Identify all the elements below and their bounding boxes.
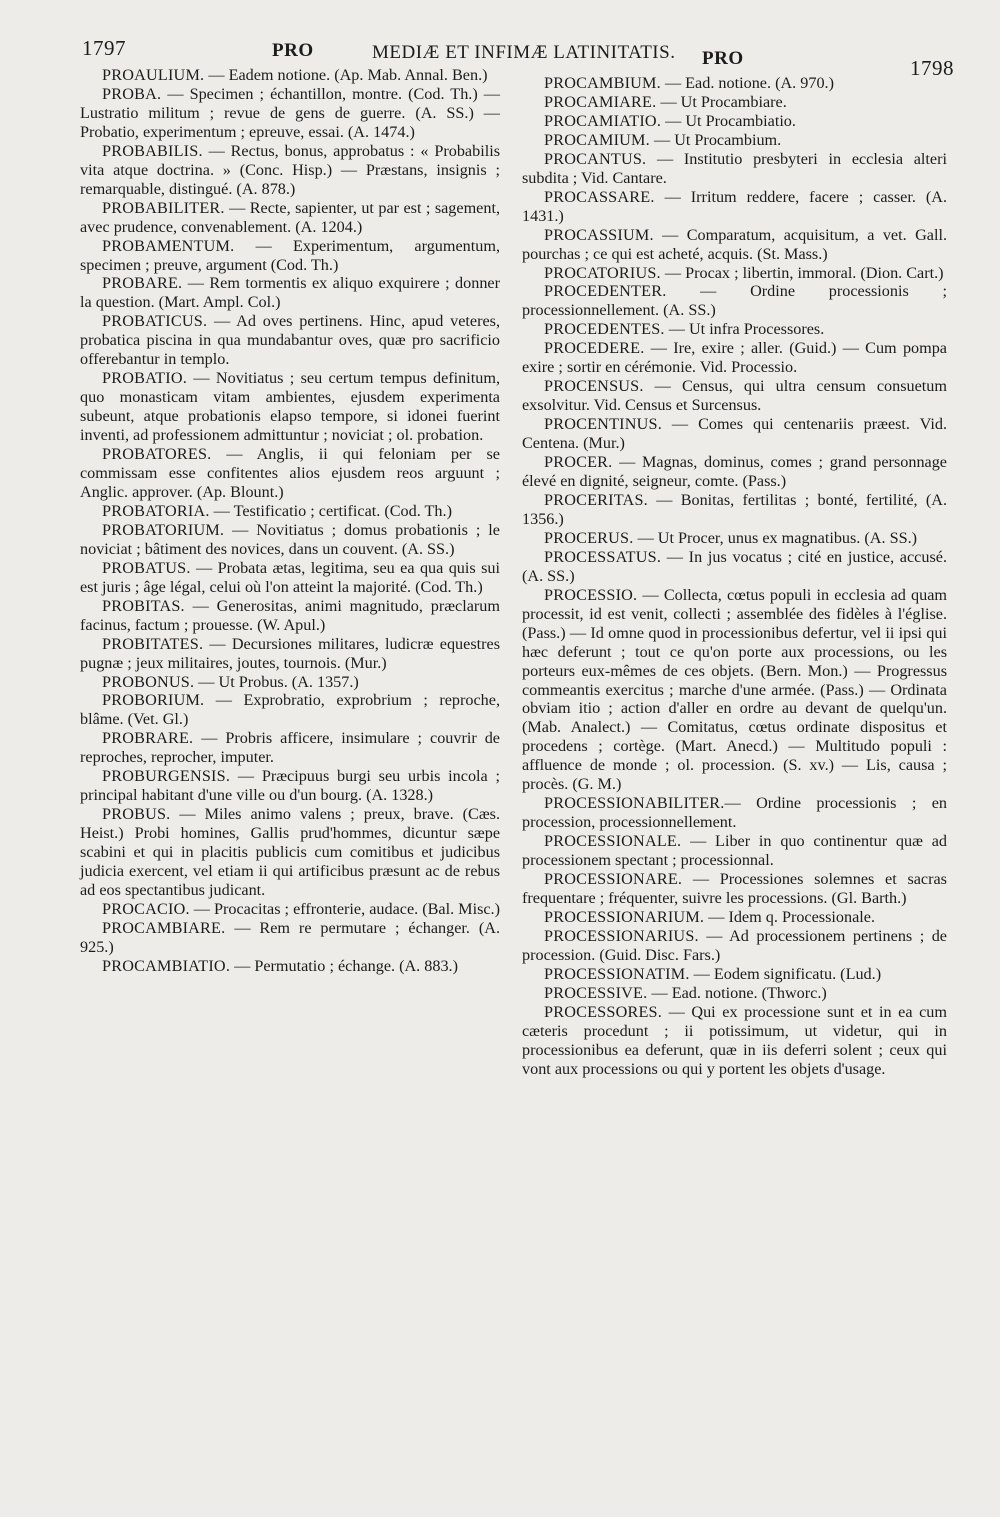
entry-definition: — Ead. notione. (Thworc.) — [647, 983, 827, 1002]
entry-headword: PROCACIO. — [102, 899, 190, 918]
entry-definition: — Ead. notione. (A. 970.) — [660, 74, 834, 92]
entry-definition: — In jus vocatus ; cité en justice, accusé. (A. SS.) — [522, 547, 947, 585]
entry-definition: — Eadem notione. (Ap. Mab. Annal. Ben.) — [204, 66, 488, 84]
dictionary-entry — [522, 226, 947, 264]
dictionary-entry — [80, 559, 500, 597]
dictionary-entry — [522, 377, 947, 415]
dictionary-entry — [522, 188, 947, 226]
entry-headword: PROBATORIUM. — [102, 520, 225, 539]
dictionary-entry — [80, 521, 500, 559]
entry-definition: — Liber in quo continentur quæ ad processionem spectant ; processionnal. — [522, 832, 947, 870]
page-number-left: 1797 — [82, 36, 126, 60]
dictionary-entry — [522, 112, 947, 131]
entry-headword: PROBUS. — [102, 805, 171, 824]
entry-headword: PROCESSIONATIM. — [544, 964, 690, 983]
entry-headword: PROCESSIO. — [544, 585, 638, 604]
entry-definition: — Recte, sapienter, ut par est ; sagement, avec prudence, convenablement. (A. 1204.) — [80, 198, 500, 236]
entry-headword: PROCENTINUS. — [544, 415, 662, 434]
dictionary-entry — [522, 927, 947, 965]
entry-definition: — Ordine processionis ; processionnellement. (A. SS.) — [522, 282, 947, 320]
dictionary-entry — [80, 729, 500, 767]
entry-headword: PROCESSIONALE. — [544, 832, 682, 851]
dictionary-entry — [522, 264, 947, 283]
dictionary-entry — [80, 767, 500, 805]
entry-definition: — Eodem significatu. (Lud.) — [689, 964, 882, 983]
entry-definition: — Experimentum, argumentum, specimen ; preuve, argument (Cod. Th.) — [80, 236, 500, 274]
dictionary-entry — [522, 870, 947, 908]
entry-definition: — Procax ; libertin, immoral. (Dion. Cart.) — [660, 263, 944, 282]
entry-headword: PROCAMBIARE. — [102, 918, 226, 937]
entry-definition: — Exprobratio, exprobrium ; reproche, blâme. (Vet. Gl.) — [80, 691, 500, 729]
entry-definition: — Rectus, bonus, approbatus : « Probabilis vita atque doctrina. » (Conc. Hisp.) — Præstans, insignis ; remarquable, distingué. (A. 878.) — [80, 141, 500, 198]
dictionary-entry — [522, 415, 947, 453]
dictionary-entry — [522, 1003, 947, 1079]
dictionary-entry — [522, 150, 947, 188]
dictionary-entry — [522, 548, 947, 586]
entry-headword: PROBITATES. — [102, 634, 204, 653]
entry-definition: — Anglis, ii qui feloniam per se commissam esse confitentes alios ejusdem reos arguunt ; Anglic. approver. (Ap. Blount.) — [80, 445, 500, 501]
entry-headword: PROBITAS. — [102, 596, 185, 615]
dictionary-entry — [522, 453, 947, 491]
dictionary-entry — [522, 74, 947, 93]
dictionary-entry — [522, 491, 947, 529]
entry-definition: — Bonitas, fertilitas ; bonté, fertilité, (A. 1356.) — [522, 490, 947, 528]
entry-headword: PROCAMBIUM. — [544, 74, 661, 92]
entry-headword: PROCAMIUM. — [544, 130, 650, 149]
page-number-right: 1798 — [910, 56, 954, 80]
entry-definition: — Institutio presbyteri in ecclesia alteri subdita ; Vid. Cantare. — [522, 149, 947, 187]
running-title: MEDIÆ ET INFIMÆ LATINITATIS. — [372, 42, 676, 63]
entry-headword: PROCASSIUM. — [544, 225, 654, 244]
dictionary-entry — [522, 282, 947, 320]
entry-headword: PROCAMIARE. — [544, 92, 657, 111]
entry-definition: — Specimen ; échantillon, montre. (Cod. Th.) — Lustratio militum ; revue de gens de guerre. (A. SS.) — Probatio, experimentum ; epreuve, essai. (A. 1474.) — [80, 84, 500, 141]
entry-headword: PROBATUS. — [102, 558, 191, 577]
entry-definition: — Ordine processionis ; en procession, processionnellement. — [522, 794, 947, 832]
entry-definition: — Miles animo valens ; preux, brave. (Cæs. Heist.) Probi homines, Gallis prud'hommes, dicuntur sæpe scabini et qui in placitis publicis cum comitibus et judicibus judicia exercent, vel etiam ii qui artificibus præsunt ac de rebus ad eos spectantibus judicant. — [80, 805, 500, 899]
dictionary-entry — [80, 445, 500, 502]
dictionary-entry — [80, 502, 500, 521]
entry-definition: — Census, qui ultra censum consuetum exsolvitur. Vid. Census et Surcensus. — [522, 377, 947, 415]
entry-definition: — Comparatum, acquisitum, a vet. Gall. pourchas ; ce qui est acheté, acquis. (St. Mass.) — [522, 225, 947, 263]
dictionary-entry — [522, 908, 947, 927]
dictionary-entry — [522, 794, 947, 832]
entry-headword: PROCEDENTES. — [544, 320, 665, 339]
dictionary-entry — [522, 832, 947, 870]
entry-definition: — Ad processionem pertinens ; de procession. (Guid. Disc. Fars.) — [522, 926, 947, 964]
entry-headword: PROAULIUM. — [102, 66, 205, 84]
entry-definition: — Probris afficere, insimulare ; couvrir de reproches, reprocher, imputer. — [80, 729, 500, 767]
entry-definition: — Procacitas ; effronterie, audace. (Bal. Misc.) — [189, 899, 500, 918]
entry-definition: — Ut Probus. (A. 1357.) — [194, 672, 359, 691]
dictionary-entry — [522, 984, 947, 1003]
dictionary-entry — [80, 237, 500, 275]
dictionary-entry — [80, 919, 500, 957]
entry-headword: PROCATORIUS. — [544, 263, 661, 282]
dictionary-entry — [80, 199, 500, 237]
header-keyword-left: PRO — [272, 40, 314, 61]
right-column — [522, 74, 947, 1079]
entry-headword: PROBORIUM. — [102, 691, 205, 710]
dictionary-entry — [522, 529, 947, 548]
entry-headword: PROCAMIATIO. — [544, 111, 662, 130]
dictionary-entry — [80, 66, 500, 85]
entry-definition: — Ut Procambiatio. — [661, 111, 796, 130]
entry-definition: — Permutatio ; échange. (A. 883.) — [230, 956, 458, 975]
entry-headword: PROBATICUS. — [102, 312, 208, 331]
entry-definition: — Magnas, dominus, comes ; grand personnage élevé en dignité, seigneur, comte. (Pass.) — [522, 453, 947, 491]
left-column — [80, 66, 500, 976]
entry-definition: — Præcipuus burgi seu urbis incola ; principal habitant d'une ville ou d'un bourg. (A. 1328.) — [80, 767, 500, 805]
entry-headword: PROBATORES. — [102, 445, 212, 464]
dictionary-entry — [522, 339, 947, 377]
entry-definition: — Processiones solemnes et sacras frequentare ; fréquenter, suivre les processions. (Gl. Barth.) — [522, 870, 947, 907]
entry-headword: PROCAMBIATIO. — [102, 956, 231, 975]
header-keyword-right: PRO — [702, 48, 744, 69]
entry-headword: PROCESSIONARIUS. — [544, 926, 699, 945]
dictionary-entry — [522, 586, 947, 794]
entry-headword: PROCEDERE. — [544, 339, 645, 358]
entry-headword: PROCANTUS. — [544, 149, 647, 168]
dictionary-entry — [80, 957, 500, 976]
entry-definition: — Generositas, animi magnitudo, præclarum facinus, factum ; prouesse. (W. Apul.) — [80, 596, 500, 634]
entry-headword: PROCERITAS. — [544, 490, 648, 509]
entry-headword: PROCENSUS. — [544, 377, 644, 396]
entry-definition: — Decursiones militares, ludicræ equestres pugnæ ; jeux militaires, joutes, tournois. (Mur.) — [80, 634, 500, 672]
dictionary-entry — [522, 965, 947, 984]
entry-definition: — Collecta, cœtus populi in ecclesia ad quam processit, id est venit, collecti ; assemblée des fidèles à l'église. (Pass.) — Id omne quod in processionibus defertur, vel ii ipsi qui hæc deferunt ; tout ce qu'on porte aux processions, ou les porteurs eux-mêmes de ces objets. (Bern. Mon.) — Progressus commeantis exercitus ; marche d'une armée. (Pass.) — Ordinata obviam itio ; action d'aller en ordre au devant de quelqu'un. (Mab. Analect.) — Comitatus, cœtus ordinate dispositus et procedens ; cortège. (Mart. Anecd.) — Multitudo populi : affluence de monde ; ol. procession. (S. xv.) — Lis, causa ; procès. (G. M.) — [522, 585, 947, 794]
dictionary-entry — [522, 131, 947, 150]
dictionary-entry — [522, 320, 947, 339]
entry-definition: — Ut Procambiare. — [656, 92, 787, 111]
entry-headword: PROCASSARE. — [544, 187, 655, 206]
entry-definition: — Rem re permutare ; échanger. (A. 925.) — [80, 918, 500, 956]
entry-headword: PROCESSIONARIUM. — [544, 907, 705, 926]
entry-definition: — Qui ex processione sunt et in ea cum cæteris procedunt ; ii potissimum, ut videtur, qui in processionibus ea deferunt, quæ in iis deferri solent ; ceux qui vont aux processions ou qui y portent les objets d'usage. — [522, 1002, 947, 1078]
entry-headword: PROBABILITER. — [102, 198, 225, 217]
entry-headword: PROBAMENTUM. — [102, 236, 235, 255]
entry-definition: — Probata ætas, legitima, seu ea qua quis sui est juris ; âge légal, celui où l'on atteint la majorité. (Cod. Th.) — [80, 558, 500, 596]
dictionary-entry — [80, 900, 500, 919]
entry-definition: — Novitiatus ; domus probationis ; le noviciat ; bâtiment des novices, dans un couvent. (A. SS.) — [80, 520, 500, 558]
entry-definition: — Ut Procambium. — [649, 130, 782, 149]
entry-definition: — Idem q. Processionale. — [704, 907, 876, 926]
entry-headword: PROCESSATUS. — [544, 547, 662, 566]
entry-headword: PROCEDENTER. — [544, 282, 667, 301]
entry-definition: — Comes qui centenariis præest. Vid. Centena. (Mur.) — [522, 415, 947, 453]
entry-definition: — Ad oves pertinens. Hinc, apud veteres, probatica piscina in qua mundabantur oves, quæ pro sacrificio offerebantur in templo. — [80, 312, 500, 369]
entry-headword: PROBA. — [102, 84, 162, 103]
entry-headword: PROBURGENSIS. — [102, 767, 231, 786]
entry-definition: — Testificatio ; certificat. (Cod. Th.) — [209, 501, 452, 520]
entry-headword: PROBATIO. — [102, 369, 187, 388]
entry-headword: PROBONUS. — [102, 672, 195, 691]
dictionary-entry — [80, 369, 500, 445]
entry-headword: PROCER. — [544, 453, 613, 472]
entry-headword: PROCESSIONARE. — [544, 870, 683, 889]
entry-definition: — Novitiatus ; seu certum tempus definitum, quo monasticam vitam ambientes, ejusdem experimenta subeunt, atque probationis elapso tempore, si idonei fuerint inventi, ad professionem admittuntur ; noviciat ; ol. probation. — [80, 369, 500, 445]
entry-headword: PROCERUS. — [544, 528, 634, 547]
entry-headword: PROBRARE. — [102, 729, 194, 748]
dictionary-entry — [80, 635, 500, 673]
dictionary-entry — [80, 691, 500, 729]
entry-headword: PROCESSIVE. — [544, 983, 648, 1002]
entry-headword: PROBATORIA. — [102, 501, 210, 520]
dictionary-entry — [80, 312, 500, 369]
entry-headword: PROBABILIS. — [102, 141, 203, 160]
entry-definition: — Irritum reddere, facere ; casser. (A. 1431.) — [522, 187, 947, 225]
entry-definition: — Rem tormentis ex aliquo exquirere ; donner la question. (Mart. Ampl. Col.) — [80, 274, 500, 312]
entry-definition: — Ire, exire ; aller. (Guid.) — Cum pompa exire ; sortir en cérémonie. Vid. Processio. — [522, 339, 947, 377]
dictionary-entry — [80, 85, 500, 142]
dictionary-entry — [80, 274, 500, 312]
dictionary-entry — [522, 93, 947, 112]
entry-headword: PROCESSORES. — [544, 1002, 663, 1021]
entry-headword: PROBARE. — [102, 274, 183, 293]
entry-headword: PROCESSIONABILITER. — [544, 794, 725, 813]
entry-definition: — Ut Procer, unus ex magnatibus. (A. SS.) — [633, 528, 918, 547]
dictionary-entry — [80, 597, 500, 635]
dictionary-entry — [80, 142, 500, 199]
dictionary-entry — [80, 673, 500, 692]
entry-definition: — Ut infra Processores. — [664, 320, 825, 339]
dictionary-entry — [80, 805, 500, 900]
